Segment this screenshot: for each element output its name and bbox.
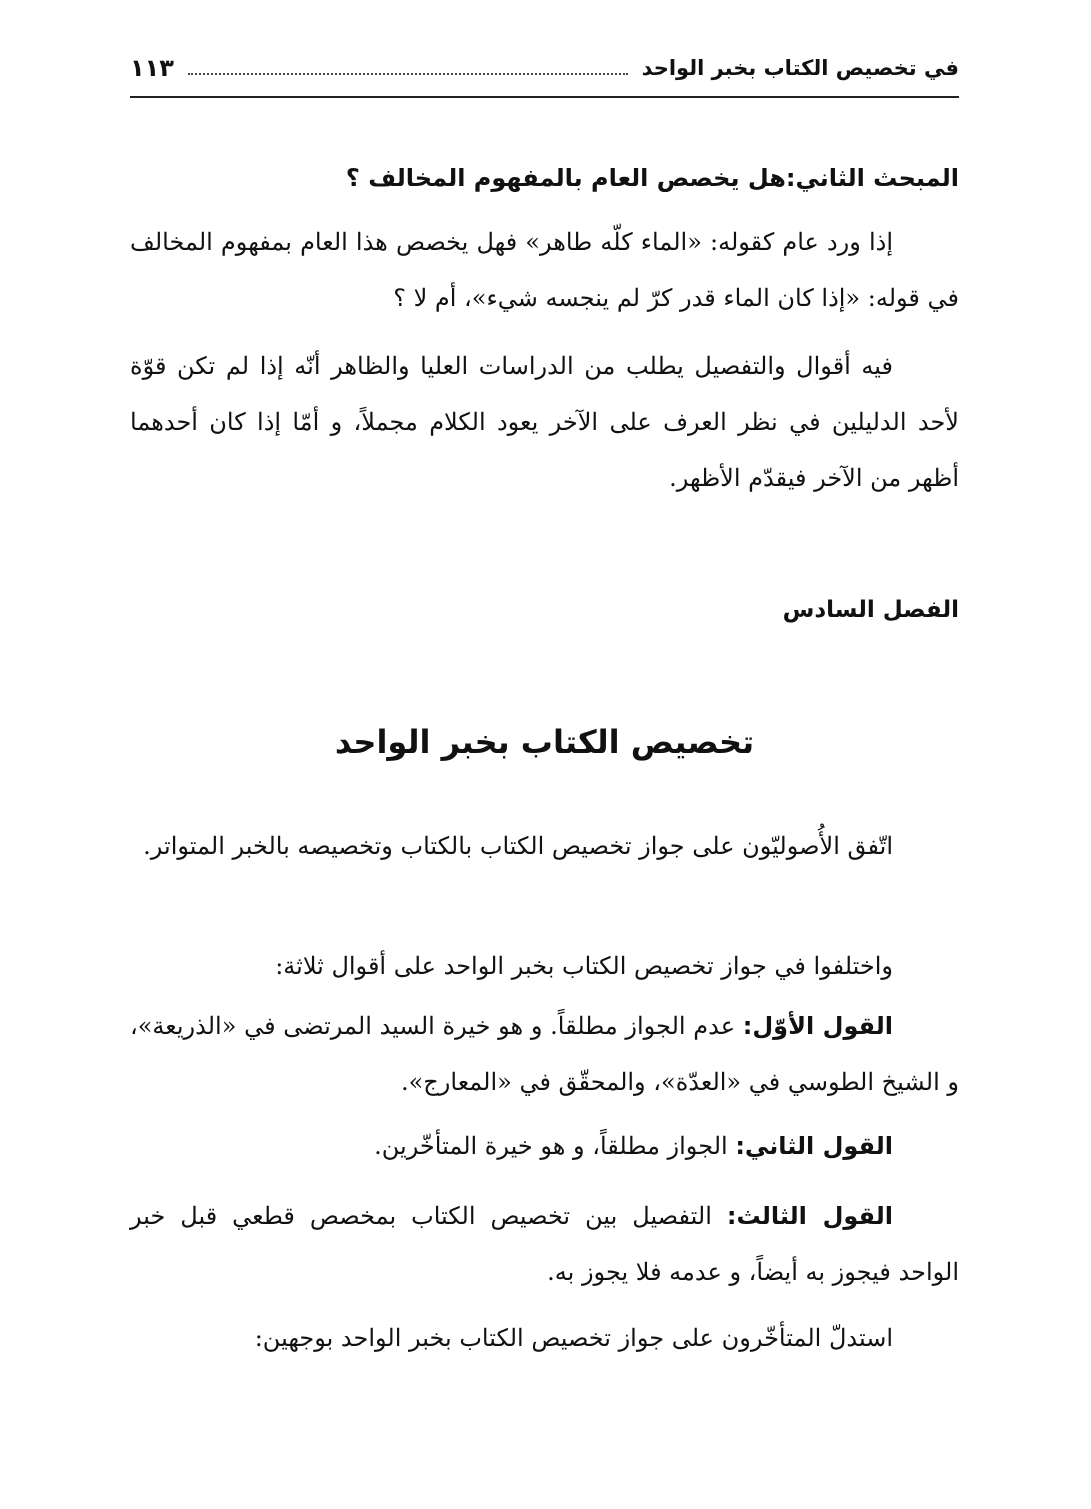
page-number: ١١٣ [130, 54, 174, 82]
paragraph-opinions: فيه أقوال والتفصيل يطلب من الدراسات العليا والظاهر أنّه إذا لم تكن قوّة لأحد الدليلين في نظر العرف على الآخر يعود الكلام مجملاً، و أمّا إذا كان أحدهما أظهر من الآخر فيقدّم الأظهر. [130, 352, 959, 492]
header-rule [130, 96, 959, 98]
opinion-three-label: القول الثالث: [726, 1202, 893, 1230]
header-dot-leader [188, 73, 628, 75]
paragraph-opinion-three [130, 1188, 959, 1300]
paragraph-disagreement: واختلفوا في جواز تخصيص الكتاب بخبر الواحد على أقوال ثلاثة: [275, 952, 893, 980]
paragraph-opinion-one [130, 998, 959, 1110]
opinion-three-text: التفصيل بين تخصيص الكتاب بمخصص قطعي قبل خبر الواحد فيجوز به أيضاً، و عدمه فلا يجوز به. [130, 1202, 959, 1286]
paragraph-agreement: اتّفق الأُصوليّون على جواز تخصيص الكتاب بالكتاب وتخصيصه بالخبر المتواتر. [143, 832, 893, 860]
chapter-label: الفصل السادس [782, 597, 959, 623]
opinion-two-label: القول الثاني: [735, 1132, 893, 1160]
opinion-one-text: عدم الجواز مطلقاً. و هو خيرة السيد المرتضى في «الذريعة»، و الشيخ الطوسي في «العدّة»، والمحقّق في «المعارج». [130, 1012, 959, 1096]
running-title: في تخصيص الكتاب بخبر الواحد [641, 56, 959, 80]
paragraph-opinion-two [130, 1118, 959, 1174]
opinion-one-label: القول الأوّل: [742, 1012, 893, 1040]
paragraph-evidence: استدلّ المتأخّرون على جواز تخصيص الكتاب بخبر الواحد بوجهين: [254, 1324, 893, 1352]
paragraph-general-term: إذا ورد عام كقوله: «الماء كلّه طاهر» فهل يخصص هذا العام بمفهوم المخالف في قوله: «إذا كان الماء قدر كرّ لم ينجسه شيء»، أم لا ؟ [130, 228, 959, 312]
section-heading: المبحث الثاني:هل يخصص العام بالمفهوم المخالف ؟ [345, 164, 959, 192]
running-header [130, 42, 959, 94]
chapter-title: تخصيص الكتاب بخبر الواحد [334, 723, 755, 761]
opinion-two-text: الجواز مطلقاً، و هو خيرة المتأخّرين. [374, 1132, 736, 1160]
